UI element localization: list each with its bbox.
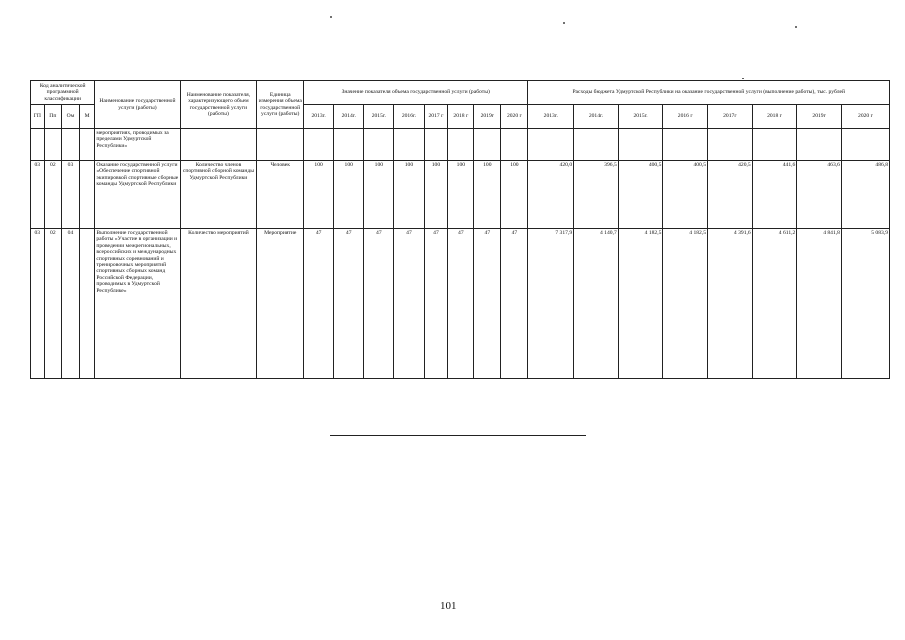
volume-cell [501,129,528,161]
code-cell [62,129,80,161]
code-cell: 02 [44,229,62,379]
volume-cell: 47 [448,229,474,379]
table-row [31,161,890,229]
table-row [31,129,890,161]
budget-cell: 486,8 [841,161,889,229]
budget-cell: 400,5 [663,161,708,229]
separator-line [330,435,586,436]
budget-cell [528,129,574,161]
header-volume-group: Значение показателя объема государственной услуги (работы) [304,81,528,105]
header-budget-year: 2014г. [574,105,619,129]
header-code: Пп [44,105,62,129]
header-indicator: Наименование показателя, характеризующего объем государственной услуги (работы) [180,81,257,129]
header-volume-year: 2014г. [334,105,364,129]
header-budget-year: 2013г. [528,105,574,129]
budget-cell: 396,5 [574,161,619,229]
header-volume-year: 2019г [474,105,501,129]
budget-cell: 5 083,9 [841,229,889,379]
volume-cell: 47 [394,229,424,379]
budget-cell: 7 317,9 [528,229,574,379]
budget-cell: 4 182,5 [663,229,708,379]
volume-cell: 100 [394,161,424,229]
header-code: ГП [31,105,45,129]
volume-cell: 100 [474,161,501,229]
code-cell: 03 [31,161,45,229]
volume-cell: 47 [304,229,334,379]
volume-cell: 47 [364,229,394,379]
table-row [31,229,890,379]
scan-speck [330,16,332,18]
budget-cell [574,129,619,161]
header-volume-year: 2016г. [394,105,424,129]
header-name: Наименование государственной услуги (работы) [95,81,180,129]
budget-cell: 441,6 [752,161,797,229]
code-cell: 03 [62,161,80,229]
header-volume-year: 2018 г [448,105,474,129]
header-code-group: Код аналитической программной классификации [31,81,95,105]
code-cell [44,129,62,161]
volume-cell: 47 [501,229,528,379]
code-cell: 04 [62,229,80,379]
volume-cell: 100 [448,161,474,229]
scan-speck [563,22,565,24]
budget-cell: 4 841,8 [797,229,842,379]
service-name-cell: мероприятиях, проводимых за пределами Удмуртской Республики» [95,129,180,161]
budget-cell: 420,0 [528,161,574,229]
volume-cell: 100 [364,161,394,229]
budget-cell [752,129,797,161]
indicator-cell: Количество мероприятий [180,229,257,379]
budget-cell: 4 611,2 [752,229,797,379]
volume-cell: 47 [474,229,501,379]
indicator-cell: Количество членов спортивной сборной команды Удмуртской Республики [180,161,257,229]
budget-cell: 4 182,5 [618,229,663,379]
unit-cell: Человек [257,161,304,229]
header-budget-year: 2019г [797,105,842,129]
header-budget-year: 2015г. [618,105,663,129]
budget-cell [663,129,708,161]
volume-cell [448,129,474,161]
service-name-cell: Выполнение государственной работы «Участие в организации и проведении межрегиональных, всероссийских и международных спортивных соревнований и тренировочных мероприятий спортивных сборных команд Российской Федерации, проводимых в Удмуртской Республике» [95,229,180,379]
volume-cell: 47 [334,229,364,379]
header-budget-year: 2016 г [663,105,708,129]
unit-cell: Мероприятие [257,229,304,379]
budget-cell: 463,6 [797,161,842,229]
volume-cell: 100 [501,161,528,229]
service-name-cell: Оказание государственной услуги «Обеспечение спортивной экипировкой спортивные сборные команды Удмуртской Республики [95,161,180,229]
header-budget-year: 2020 г [841,105,889,129]
header-code: Ом [62,105,80,129]
header-volume-year: 2020 г [501,105,528,129]
header-budget-year: 2017г [708,105,753,129]
header-budget-group: Расходы бюджета Удмуртской Республики на оказание государственной услуги (выполнение работы), тыс. рублей [528,81,890,105]
volume-cell [394,129,424,161]
header-code: М [79,105,95,129]
header-volume-year: 2017 г [424,105,448,129]
unit-cell [257,129,304,161]
volume-cell [474,129,501,161]
scan-speck [795,26,797,28]
budget-cell: 420,5 [708,161,753,229]
code-cell [79,129,95,161]
volume-cell: 100 [424,161,448,229]
volume-cell: 100 [334,161,364,229]
header-volume-year: 2015г. [364,105,394,129]
code-cell [79,229,95,379]
volume-cell: 100 [304,161,334,229]
code-cell [79,161,95,229]
header-budget-year: 2018 г [752,105,797,129]
scan-speck [742,78,744,79]
volume-cell [304,129,334,161]
indicator-cell [180,129,257,161]
volume-cell [424,129,448,161]
page-number: 101 [440,600,457,612]
budget-cell: 400,5 [618,161,663,229]
code-cell: 02 [44,161,62,229]
volume-cell [364,129,394,161]
header-volume-year: 2013г. [304,105,334,129]
volume-cell [334,129,364,161]
budget-cell: 4 391,6 [708,229,753,379]
budget-cell: 4 140,7 [574,229,619,379]
budget-cell [797,129,842,161]
budget-cell [841,129,889,161]
budget-table [30,80,890,379]
header-unit: Единица измерения объема государственной услуги (работы) [257,81,304,129]
budget-cell [618,129,663,161]
code-cell [31,129,45,161]
volume-cell: 47 [424,229,448,379]
budget-cell [708,129,753,161]
code-cell: 03 [31,229,45,379]
